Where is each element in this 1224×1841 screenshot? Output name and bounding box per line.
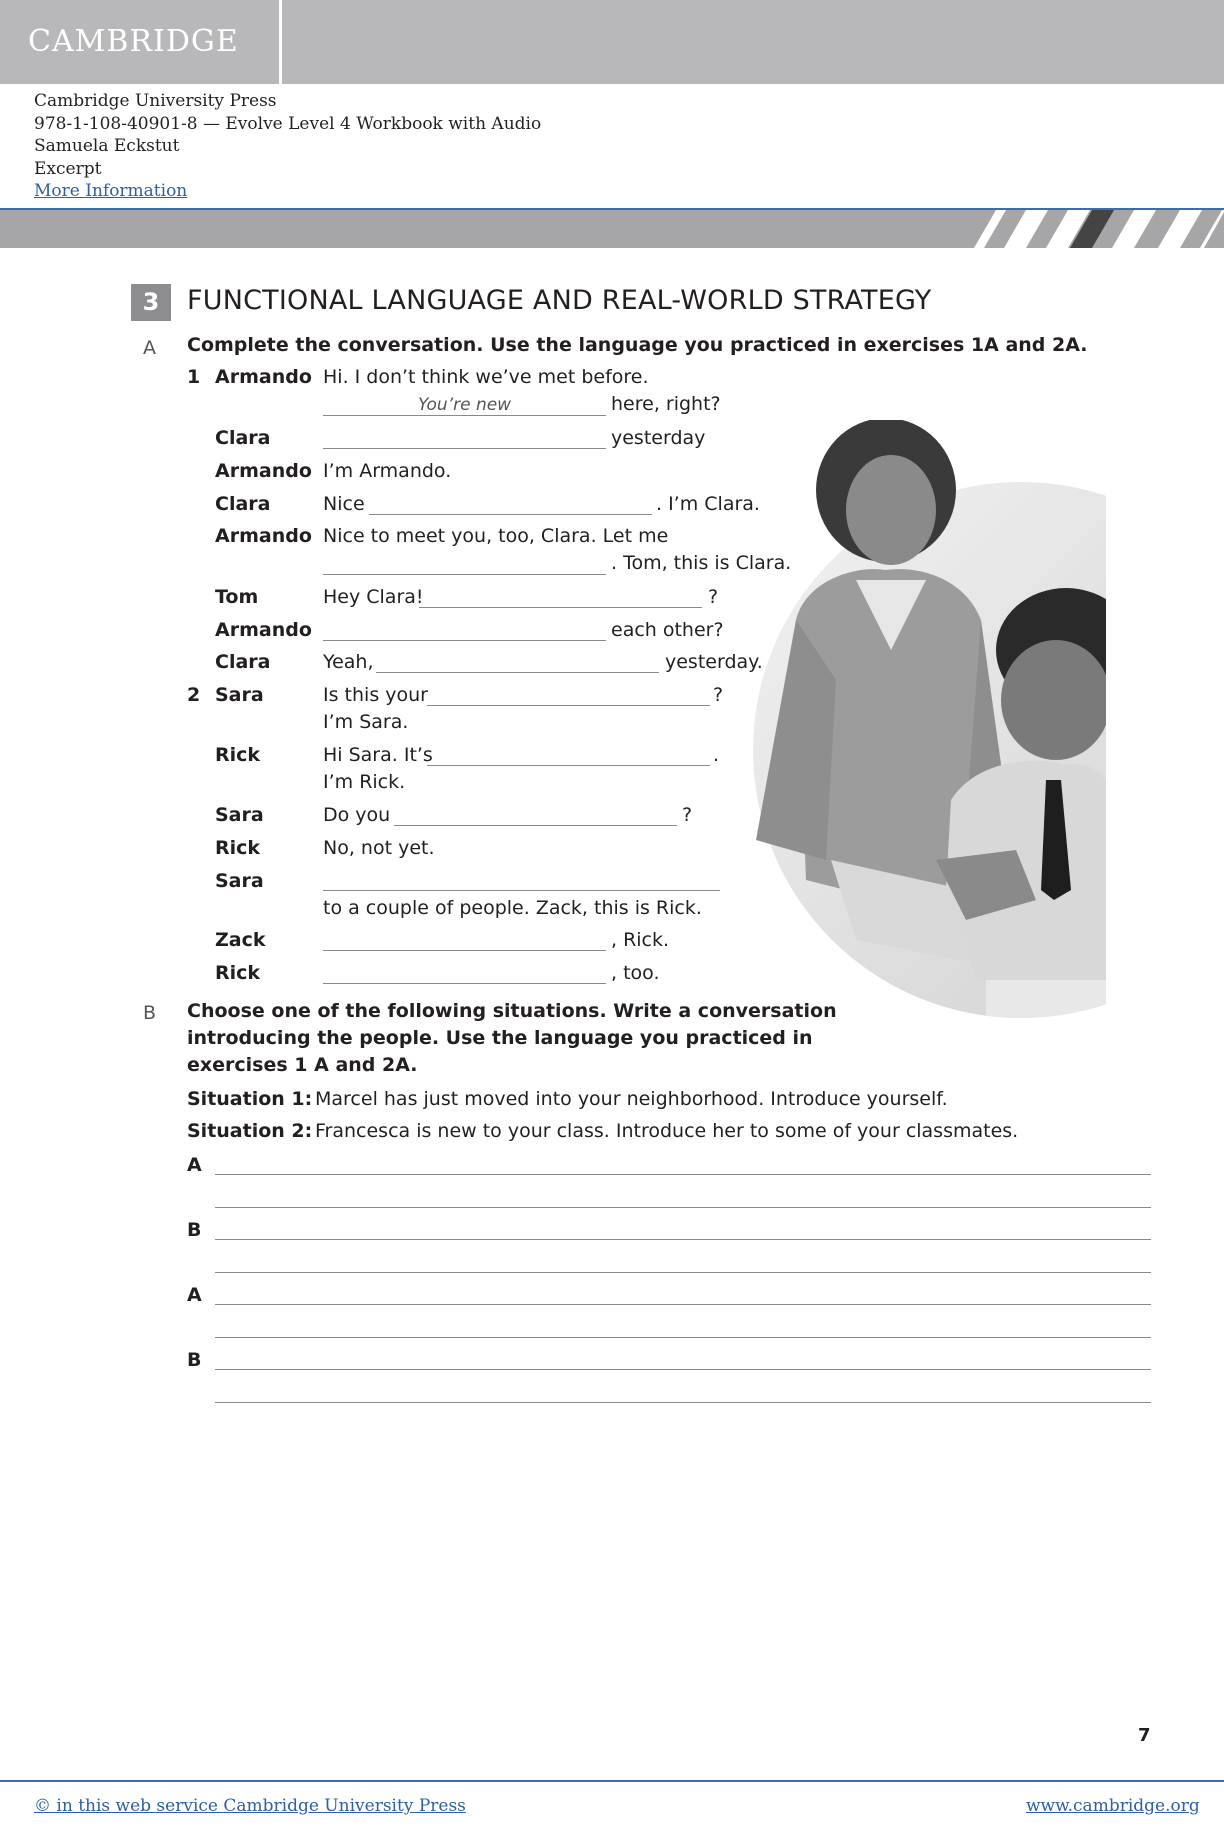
answer-blank[interactable] bbox=[323, 890, 720, 891]
answer-blank[interactable] bbox=[323, 640, 606, 641]
answer-blank[interactable] bbox=[369, 514, 652, 515]
line-text: . bbox=[713, 744, 720, 766]
answer-blank-example[interactable] bbox=[323, 415, 606, 416]
exercise-b-instruction bbox=[187, 998, 837, 1079]
writing-speaker: B bbox=[187, 1219, 202, 1241]
line-text: . Tom, this is Clara. bbox=[611, 552, 792, 574]
writing-line[interactable] bbox=[215, 1402, 1151, 1403]
speaker-armando: Armando bbox=[215, 619, 312, 641]
line-text: No, not yet. bbox=[323, 837, 435, 859]
speaker-sara: Sara bbox=[215, 804, 264, 826]
conversation-2-number: 2 bbox=[187, 684, 201, 706]
answer-blank[interactable] bbox=[419, 607, 702, 608]
answer-blank[interactable] bbox=[323, 983, 606, 984]
answer-blank[interactable] bbox=[376, 672, 659, 673]
answer-blank[interactable] bbox=[427, 765, 710, 766]
section-number: 3 bbox=[131, 284, 171, 321]
line-text: Hi. I don’t think we’ve met before. bbox=[323, 366, 649, 388]
line-text: I’m Sara. bbox=[323, 711, 409, 733]
conversation-1-number: 1 bbox=[187, 366, 201, 388]
speaker-rick: Rick bbox=[215, 744, 261, 766]
line-text: yesterday. bbox=[665, 651, 763, 673]
line-text: , too. bbox=[611, 962, 660, 984]
publisher: Cambridge University Press bbox=[34, 91, 277, 111]
header-bar bbox=[0, 0, 1224, 84]
copyright-link[interactable]: © in this web service Cambridge University Press bbox=[34, 1796, 466, 1816]
writing-speaker: A bbox=[187, 1154, 202, 1176]
writing-line[interactable] bbox=[215, 1337, 1151, 1338]
writing-line[interactable] bbox=[215, 1239, 1151, 1240]
situation-2-text: Francesca is new to your class. Introduce her to some of your classmates. bbox=[315, 1120, 1019, 1142]
speaker-rick: Rick bbox=[215, 837, 261, 859]
writing-speaker: A bbox=[187, 1284, 202, 1306]
situation-1-label: Situation 1: bbox=[187, 1088, 313, 1110]
speaker-rick: Rick bbox=[215, 962, 261, 984]
section-title: FUNCTIONAL LANGUAGE AND REAL-WORLD STRATEGY bbox=[187, 285, 932, 316]
line-text: each other? bbox=[611, 619, 724, 641]
answer-blank[interactable] bbox=[323, 950, 606, 951]
speaker-clara: Clara bbox=[215, 427, 271, 449]
page-number: 7 bbox=[1138, 1725, 1151, 1746]
website-link[interactable]: www.cambridge.org bbox=[1026, 1796, 1200, 1816]
line-text: Hey Clara! bbox=[323, 586, 424, 608]
speaker-sara: Sara bbox=[215, 684, 264, 706]
speaker-sara: Sara bbox=[215, 870, 264, 892]
answer-blank[interactable] bbox=[323, 574, 606, 575]
line-text: Yeah, bbox=[323, 651, 374, 673]
line-text: . I’m Clara. bbox=[656, 493, 760, 515]
line-text: here, right? bbox=[611, 393, 721, 415]
instruction-line: Choose one of the following situations. Write a conversation bbox=[187, 1000, 837, 1022]
author: Samuela Eckstut bbox=[34, 136, 180, 156]
instruction-line: exercises 1 A and 2A. bbox=[187, 1054, 418, 1076]
line-text: Hi Sara. It’s bbox=[323, 744, 433, 766]
line-text: Is this your bbox=[323, 684, 428, 706]
example-answer: You’re new bbox=[418, 395, 512, 415]
speaker-armando: Armando bbox=[215, 366, 312, 388]
exercise-a-letter: A bbox=[143, 337, 156, 359]
speaker-armando: Armando bbox=[215, 525, 312, 547]
exercise-b-letter: B bbox=[143, 1002, 157, 1024]
answer-blank[interactable] bbox=[323, 448, 606, 449]
line-text: , Rick. bbox=[611, 929, 670, 951]
writing-speaker: B bbox=[187, 1349, 202, 1371]
writing-line[interactable] bbox=[215, 1174, 1151, 1175]
more-information-link[interactable]: More Information bbox=[34, 181, 188, 201]
line-text: ? bbox=[713, 684, 724, 706]
isbn-title: 978-1-108-40901-8 — Evolve Level 4 Workbook with Audio bbox=[34, 113, 542, 134]
book-metadata bbox=[34, 90, 541, 203]
line-text: I’m Armando. bbox=[323, 460, 452, 482]
writing-line[interactable] bbox=[215, 1304, 1151, 1305]
cambridge-logo: CAMBRIDGE bbox=[28, 24, 239, 59]
line-text: Nice bbox=[323, 493, 365, 515]
situation-1-text: Marcel has just moved into your neighborhood. Introduce yourself. bbox=[315, 1088, 948, 1110]
exercise-a-instruction: Complete the conversation. Use the language you practiced in exercises 1A and 2A. bbox=[187, 334, 1088, 356]
answer-blank[interactable] bbox=[427, 705, 710, 706]
speaker-tom: Tom bbox=[215, 586, 259, 608]
footer-divider bbox=[0, 1780, 1224, 1782]
stripe-decoration bbox=[974, 210, 1224, 248]
speaker-clara: Clara bbox=[215, 651, 271, 673]
writing-line[interactable] bbox=[215, 1207, 1151, 1208]
writing-line[interactable] bbox=[215, 1369, 1151, 1370]
speaker-clara: Clara bbox=[215, 493, 271, 515]
line-text: ? bbox=[682, 804, 693, 826]
logo-box bbox=[0, 0, 282, 84]
instruction-line: introducing the people. Use the language you practiced in bbox=[187, 1027, 813, 1049]
line-text: I’m Rick. bbox=[323, 771, 406, 793]
excerpt-label: Excerpt bbox=[34, 158, 102, 179]
line-text: Nice to meet you, too, Clara. Let me bbox=[323, 525, 669, 547]
students-photo bbox=[736, 420, 1106, 1053]
situation-2-label: Situation 2: bbox=[187, 1120, 313, 1142]
line-text: yesterday bbox=[611, 427, 706, 449]
line-text: ? bbox=[708, 586, 719, 608]
speaker-zack: Zack bbox=[215, 929, 266, 951]
line-text: to a couple of people. Zack, this is Rick. bbox=[323, 897, 702, 919]
writing-line[interactable] bbox=[215, 1272, 1151, 1273]
speaker-armando: Armando bbox=[215, 460, 312, 482]
answer-blank[interactable] bbox=[394, 825, 677, 826]
line-text: Do you bbox=[323, 804, 391, 826]
